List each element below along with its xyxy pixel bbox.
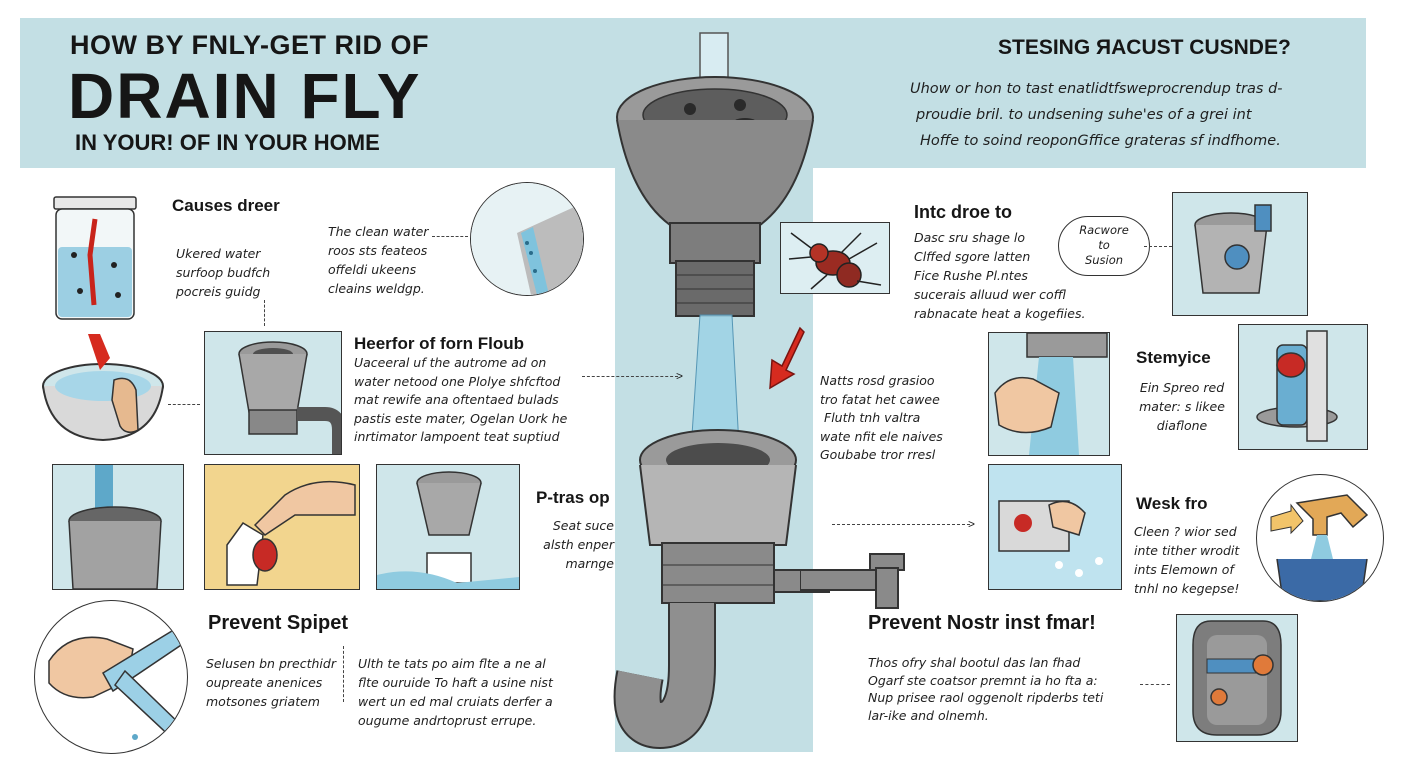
- ptras-line-1: Seat suce: [552, 518, 614, 533]
- wesk-line-3: ints Elemown of: [1134, 562, 1234, 577]
- connector-wesk: [832, 524, 970, 525]
- stopper-clean-image: [988, 464, 1122, 590]
- connector-prevent-right: [1140, 684, 1170, 685]
- pipe-wall-closeup: [470, 182, 584, 296]
- clean-water-text: [328, 222, 428, 298]
- causes-text: [176, 244, 270, 301]
- drain-trap-icon: [204, 331, 205, 332]
- stemyice-title: Stemyice: [1136, 348, 1211, 367]
- causes-title: Causes dreer: [172, 196, 280, 215]
- bubble-line-1: Racwore: [1079, 223, 1129, 237]
- page-title-main: DRAIN FLY: [68, 60, 422, 132]
- intro-right-line-5: rabnacate heat a kogefiies.: [914, 306, 1086, 321]
- bowl-icon: [40, 330, 166, 448]
- prevent-left-col2-line-4: ougume andrtoprust errupe.: [358, 713, 537, 728]
- prevent-right-line-4: lar-ike and olnemh.: [868, 707, 989, 723]
- prevent-left-col1-line-2: oupreate anenices: [206, 675, 323, 690]
- intro-right-line-1: Dasc sru shage lo: [914, 230, 1026, 245]
- bubble-line-2: to: [1098, 238, 1110, 252]
- connector-clean-water: [432, 236, 468, 237]
- heerfor-line-3: mat rewife ana oftentaed bulads: [354, 392, 559, 407]
- trap-valve-image: [1176, 614, 1298, 742]
- drain-insert-image: [1172, 192, 1308, 316]
- intro-text: [910, 76, 1283, 154]
- down-arrow-icon: [762, 324, 810, 392]
- heerfor-line-2: water netood one Plolye shfcftod: [354, 373, 561, 389]
- wrench-icon: [34, 600, 188, 754]
- arrowhead-heerfor: >: [676, 369, 684, 383]
- prevent-right-text: [868, 654, 1103, 724]
- prevent-left-col2-line-1: Ulth te tats po aim flte a ne al: [358, 656, 546, 671]
- stemyice-text: [1134, 378, 1230, 435]
- connector-intro-right: [1144, 246, 1172, 247]
- connector-heerfor: [582, 376, 678, 377]
- natts-line-1: Natts rosd grasioo: [820, 373, 935, 388]
- intro-right-title: Intc droe to: [914, 202, 1012, 222]
- prevent-left-col1: [206, 654, 336, 711]
- intro-title: STESING ЯACUST CUSNDE?: [998, 36, 1291, 59]
- stemyice-line-2: mater: s likee: [1139, 399, 1225, 414]
- connector-causes: [264, 300, 265, 326]
- natts-line-2: tro fatat het cawee: [820, 391, 940, 407]
- wesk-title: Wesk fro: [1136, 494, 1208, 513]
- causes-line-1: Ukered water: [176, 246, 261, 261]
- causes-line-2: surfoop budfch: [176, 265, 271, 280]
- page-title-line1: HOW BY FNLY-GET RID OF: [70, 30, 430, 60]
- prevent-left-col1-line-3: motsones griatem: [206, 694, 320, 709]
- prevent-left-title: Prevent Spipet: [208, 612, 349, 634]
- ptras-line-2: alsth enper: [543, 537, 614, 552]
- intro-right-line-3: Fice Rushe Pl.ntes: [914, 268, 1028, 283]
- prevent-right-line-1: Thos ofry shal bootul das lan fhad: [868, 655, 1081, 670]
- connector-prevent-left: [343, 646, 344, 702]
- ptras-text: [540, 516, 614, 573]
- wesk-line-4: tnhl no kegepse!: [1134, 581, 1240, 596]
- wesk-line-2: inte tither wrodit: [1134, 543, 1240, 558]
- stemyice-line-1: Ein Spreo red: [1139, 380, 1225, 395]
- bubble-line-3: Susion: [1084, 253, 1124, 267]
- heerfor-line-1: Uaceeral uf the autrome ad on: [354, 355, 547, 370]
- jar-icon: [50, 195, 140, 323]
- page-title-line3: IN YOUR! OF IN YOUR HOME: [75, 130, 380, 155]
- hand-water-image: [988, 332, 1110, 456]
- stemyice-line-3: diaflone: [1156, 418, 1208, 433]
- prevent-left-col2-line-2: flte ouruide To haft a usine nist: [358, 675, 553, 690]
- clean-water-line-4: cleains weldgp.: [328, 281, 425, 296]
- clean-water-line-3: offeldi ukeens: [328, 262, 417, 277]
- fly-image: [780, 222, 890, 294]
- prevent-left-col2: [358, 654, 553, 730]
- intro-line-3: Hoffe to soind reoponGffice grateras sf indfhome.: [920, 133, 1281, 149]
- prevent-right-line-2: Ogarf ste coatsor premnt ia ho fta a:: [868, 672, 1098, 688]
- heerfor-text: [354, 354, 567, 447]
- ptras-title: P-tras op: [536, 488, 610, 507]
- drain-trap-image: [204, 331, 342, 455]
- intro-right-line-4: sucerais alluud wer coffl: [914, 287, 1067, 302]
- side-pipe: [800, 548, 910, 612]
- drain-plunge-image: [52, 464, 184, 590]
- wesk-text: [1134, 522, 1239, 598]
- heerfor-line-5: inrtimator lampoent teat suptiud: [354, 429, 560, 444]
- prevent-right-title: Prevent Nostr inst fmar!: [868, 612, 1096, 634]
- hand-cleaning-image: [204, 464, 360, 590]
- trap-disassembly-image: [376, 464, 520, 590]
- natts-line-5: Goubabe tror rresl: [820, 447, 936, 462]
- clean-water-line-2: roos sts feateos: [328, 243, 428, 258]
- heerfor-title: Heerfor of forn Floub: [354, 334, 524, 353]
- natts-text: [820, 372, 943, 465]
- intro-line-1: Uhow or hon to tast enatlidtfsweprocrendup tras d-: [910, 81, 1283, 97]
- arrowhead-wesk: >: [968, 517, 976, 531]
- intro-right-line-2: Clffed sgore latten: [914, 249, 1031, 264]
- fly-icon: [780, 222, 781, 223]
- wesk-line-1: Cleen ? wior sed: [1134, 524, 1237, 539]
- clean-water-line-1: The clean water: [328, 224, 429, 239]
- ptras-line-3: marnge: [565, 556, 614, 571]
- connector-bowl: [168, 404, 200, 405]
- heerfor-line-4: pastis este mater, Ogelan Uork he: [354, 410, 568, 426]
- speech-bubble: [1058, 216, 1150, 276]
- prevent-right-line-3: Nup prisee raol oggenolt ripderbs teti: [868, 690, 1104, 705]
- natts-line-3: Fluth tnh valtra: [824, 410, 921, 425]
- causes-line-3: pocreis guidg: [176, 284, 261, 299]
- natts-line-4: wate nfit ele naives: [820, 428, 943, 444]
- prevent-left-col1-line-1: Selusen bn precthidr: [206, 656, 336, 671]
- faucet-icon: [1256, 474, 1384, 602]
- intro-line-2: proudie bril. to undsening suhe'es of a grei int: [916, 107, 1252, 123]
- prevent-left-col2-line-3: wert un ed mal cruiats derfer a: [358, 694, 553, 709]
- spray-icon: [1238, 324, 1368, 450]
